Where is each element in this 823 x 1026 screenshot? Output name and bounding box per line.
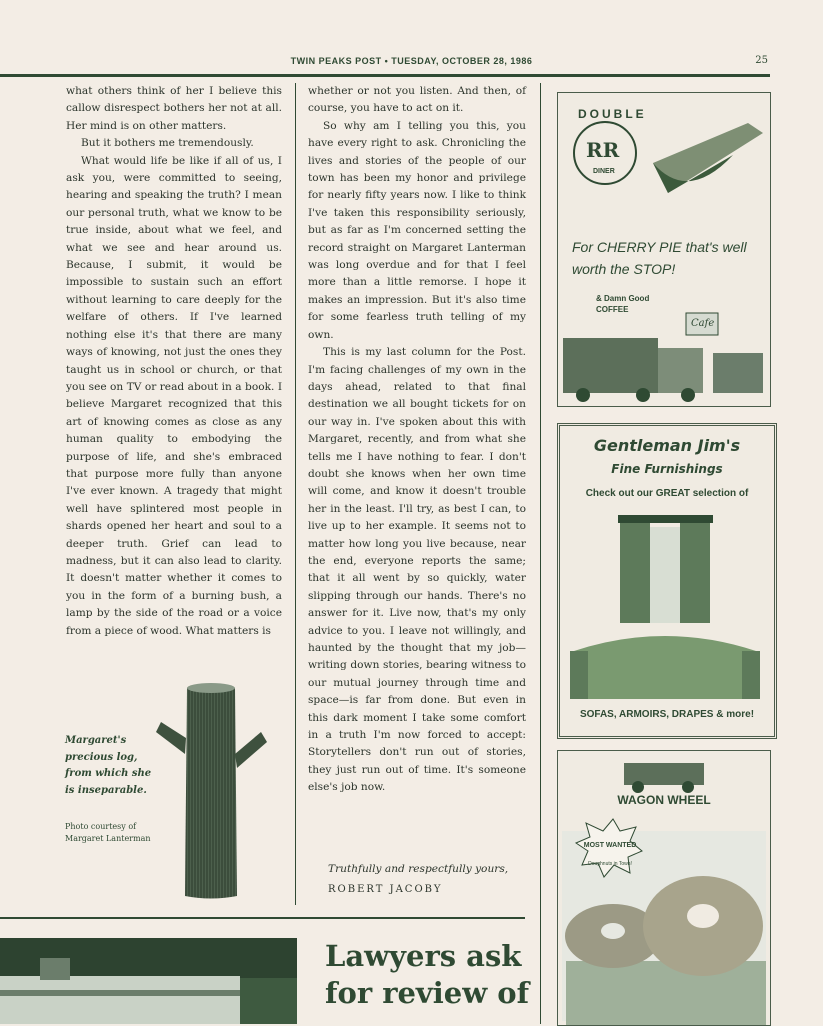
log-photo [155,682,270,902]
article-column-1 [66,83,282,640]
paragraph: But it bothers me tremendously. [81,137,254,150]
furnishings-line: Check out our GREAT selection of [585,488,749,499]
column-divider [295,83,296,905]
diner-sign: Cafe [691,318,715,329]
photo-credit: Photo courtesy of Margaret Lanterman [65,822,151,843]
wagon-wheel-ad [557,750,771,1026]
masthead-title: TWIN PEAKS POST • TUESDAY, OCTOBER 28, 1986 [290,56,533,66]
building-photo [0,938,297,1024]
article-column-2 [308,83,526,797]
diner-coffee: & Damn Good COFFEE [596,294,650,314]
headline: Lawyers ask for review of [325,939,530,1010]
column-divider [540,83,541,1024]
paragraph: So why am I telling you this, you have every right to ask. Chronicling the lives and stories of the people of our town has been my honor and privilege for nearly fifty years now. I like to think I've taken this responsibility seriously, but as far as I'm concerned setting the record straight on Margaret Lanterman was long overdue and for that I feel more than a little remorse. I hope it makes an impression. But it's also time for some fearless truth telling of my own. [308,119,526,341]
paragraph: whether or not you listen. And then, of course, you have to act on it. [308,85,526,115]
furnishings-ad [557,423,777,739]
diner-logo: RR [586,138,620,162]
diner-ad [557,92,771,407]
page-number: 25 [755,55,768,66]
bottom-rule [0,917,525,919]
diner-tagline: For CHERRY PIE that's well worth the STOP! [572,239,747,277]
photo-caption: Margaret's precious log, from which she is inseparable. [65,735,152,796]
furnishings-sub: Fine Furnishings [611,462,723,476]
furnishings-name: Gentleman Jim's [593,436,741,455]
signoff: Truthfully and respectfully yours, [328,863,509,875]
wagon-badge-sub: Doughnuts in Town! [588,861,632,867]
paragraph: what others think of her I believe this callow disrespect bothers her not at all. Her mind is on other matters. [66,85,282,132]
sofa-curtain-art [560,511,774,711]
diner-sub: DINER [593,168,615,175]
masthead [0,52,823,76]
top-rule [0,74,770,77]
furnishings-footer: SOFAS, ARMOIRS, DRAPES & more! [579,709,755,720]
paragraph: What would life be like if all of us, I ask you, were committed to seeing, hearing and speaking the truth? I mean our personal truth, what we know to be true inside, about what we feel, and what we see and hear around us. Because, I submit, it would be impossible to sustain such an effort without learning to care deeply for the welfare of others. If I've learned nothing else it's that there are many ways of knowing, not just the ones they taught us in school or church, or that you see on TV or read about in a book. I believe Margaret recognized that this art of knowing comes as close as any human quality to embodying the purpose of life, and she's embraced that purpose more fully than anyone I've ever known. A tragedy that might well have splintered most people in shards opened her heart and soul to a deeper truth. Grief can lead to madness, but it can also lead to clarity. It doesn't matter whether it comes to you in the form of a burning bush, a lamp by the side of the road or a voice from a piece of wood. What matters is [66,154,282,637]
wagon-name: WAGON WHEEL [617,793,711,807]
diner-arc-text: DOUBLE [578,107,647,121]
byline: ROBERT JACOBY [328,884,443,895]
wagon-badge: MOST WANTED [583,842,637,849]
paragraph: This is my last column for the Post. I'm facing challenges of my own in the days ahead, related to that final destination we all bought tickets for on our way in. I've spoken about this with Margaret, recently, and from what she tells me I have nothing to fear. I don't doubt she knows when her own time will come, and know it doesn't trouble her in the least. I'll try, as best I can, to live up to her example. It seems not to matter how long you live because, near the end, everyone reports the same; that it all went by so quickly, water slipping through our hands. There's no answer for it. Live now, that's my only advice to you. I leave not willingly, and haunted by the thought that my job—writing down stories, bearing witness to our mutual journey through time and space—is far from done. But even in this dark moment I take some comfort in a truth I'm now forced to accept: Storytellers don't run out of stories, they just run out of time. It's someone else's job now. [308,346,526,794]
